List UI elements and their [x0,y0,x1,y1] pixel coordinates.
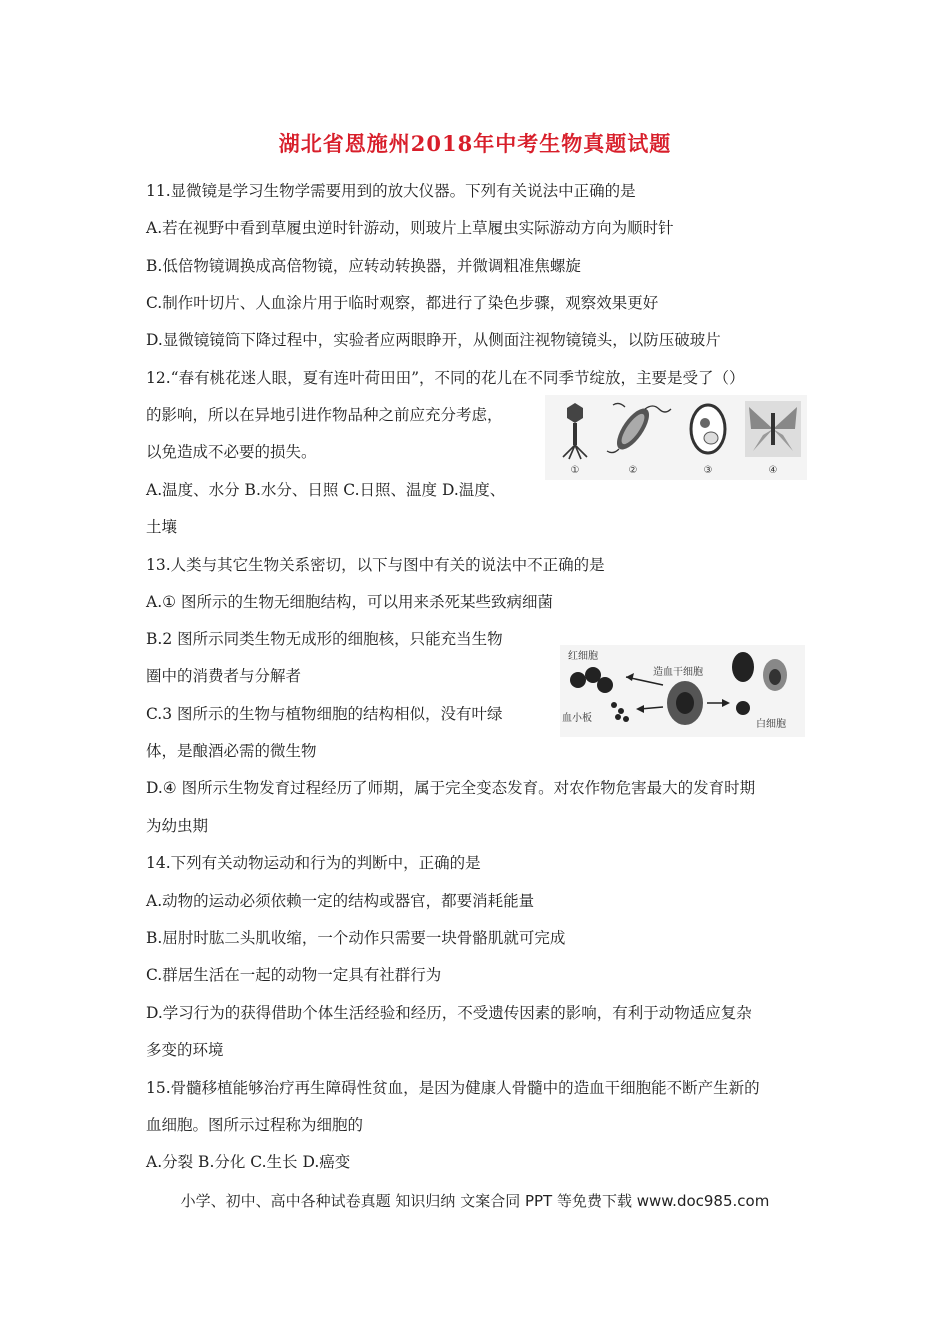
question-13-option-d-cont: 为幼虫期 [146,817,209,835]
stem-cell-label: 造血干细胞 [653,667,703,678]
question-11-option-d: D.显微镜镜筒下降过程中，实验者应两眼睁开，从侧面注视物镜镜头，以防压破玻片 [146,331,721,349]
blood-cell-diagram [560,645,805,737]
organisms-figure [545,395,807,480]
red-blood-cell-label: 红细胞 [568,651,598,662]
question-13-stem: 13.人类与其它生物关系密切，以下与图中有关的说法中不正确的是 [146,556,605,574]
figure1-label-1: ① [570,465,580,476]
question-14-option-d: D.学习行为的获得借助个体生活经验和经历，不受遗传因素的影响，有利于动物适应复杂 [146,1004,752,1022]
white-blood-cell-label: 白细胞 [756,719,786,730]
figure1-label-2: ② [628,465,638,476]
figure1-label-4: ④ [768,465,778,476]
butterfly-image [745,401,801,457]
question-14-option-d-cont: 多变的环境 [146,1041,224,1059]
question-13-option-c-cont: 体，是酿酒必需的微生物 [146,742,317,760]
question-15-stem: 15.骨髓移植能够治疗再生障碍性贫血，是因为健康人骨髓中的造血干细胞能不断产生新的 [146,1079,760,1097]
question-11-option-c: C.制作叶切片、人血涂片用于临时观察，都进行了染色步骤，观察效果更好 [146,294,659,312]
question-13-option-c: C.3 图所示的生物与植物细胞的结构相似，没有叶绿 [146,705,503,723]
question-15-stem-cont: 血细胞。图所示过程称为细胞的 [146,1116,364,1134]
question-12-options: A.温度、水分 B.水分、日照 C.日照、温度 D.温度、 [146,481,506,499]
question-14-stem: 14.下列有关动物运动和行为的判断中，正确的是 [146,854,481,872]
question-14-option-c: C.群居生活在一起的动物一定具有社群行为 [146,966,442,984]
question-14-option-b: B.屈肘时肱二头肌收缩，一个动作只需要一块骨骼肌就可完成 [146,929,566,947]
question-11-stem: 11.显微镜是学习生物学需要用到的放大仪器。下列有关说法中正确的是 [146,182,636,200]
question-13-option-b: B.2 图所示同类生物无成形的细胞核，只能充当生物 [146,630,503,648]
question-15-options: A.分裂 B.分化 C.生长 D.癌变 [146,1153,351,1171]
question-11-option-a: A.若在视野中看到草履虫逆时针游动，则玻片上草履虫实际游动方向为顺时针 [146,219,674,237]
platelet-label: 血小板 [562,713,592,724]
question-13-option-d: D.④ 图所示生物发育过程经历了师期，属于完全变态发育。对农作物危害最大的发育时期 [146,779,756,797]
question-12-options-cont: 土壤 [146,518,178,536]
question-12-stem-cont: 以免造成不必要的损失。 [146,443,317,461]
page-title: 湖北省恩施州2018年中考生物真题试题 [278,131,672,156]
question-12-stem: 12.“春有桃花迷人眼，夏有连叶荷田田”，不同的花儿在不同季节绽放，主要是受了（） [146,369,745,387]
question-11-option-b: B.低倍物镜调换成高倍物镜，应转动转换器，并微调粗准焦螺旋 [146,257,581,275]
figure1-label-3: ③ [703,465,713,476]
footer-ad: 小学、初中、高中各种试卷真题 知识归纳 文案合同 PPT 等免费下载 www.doc985.com [180,1192,770,1210]
question-13-option-a: A.① 图所示的生物无细胞结构，可以用来杀死某些致病细菌 [146,593,553,611]
yeast-image [691,405,725,453]
question-12-stem-cont: 的影响，所以在异地引进作物品种之前应充分考虑， [146,406,503,424]
question-13-option-b-cont: 圈中的消费者与分解者 [146,667,302,685]
question-14-option-a: A.动物的运动必须依赖一定的结构或器官，都要消耗能量 [146,892,535,910]
